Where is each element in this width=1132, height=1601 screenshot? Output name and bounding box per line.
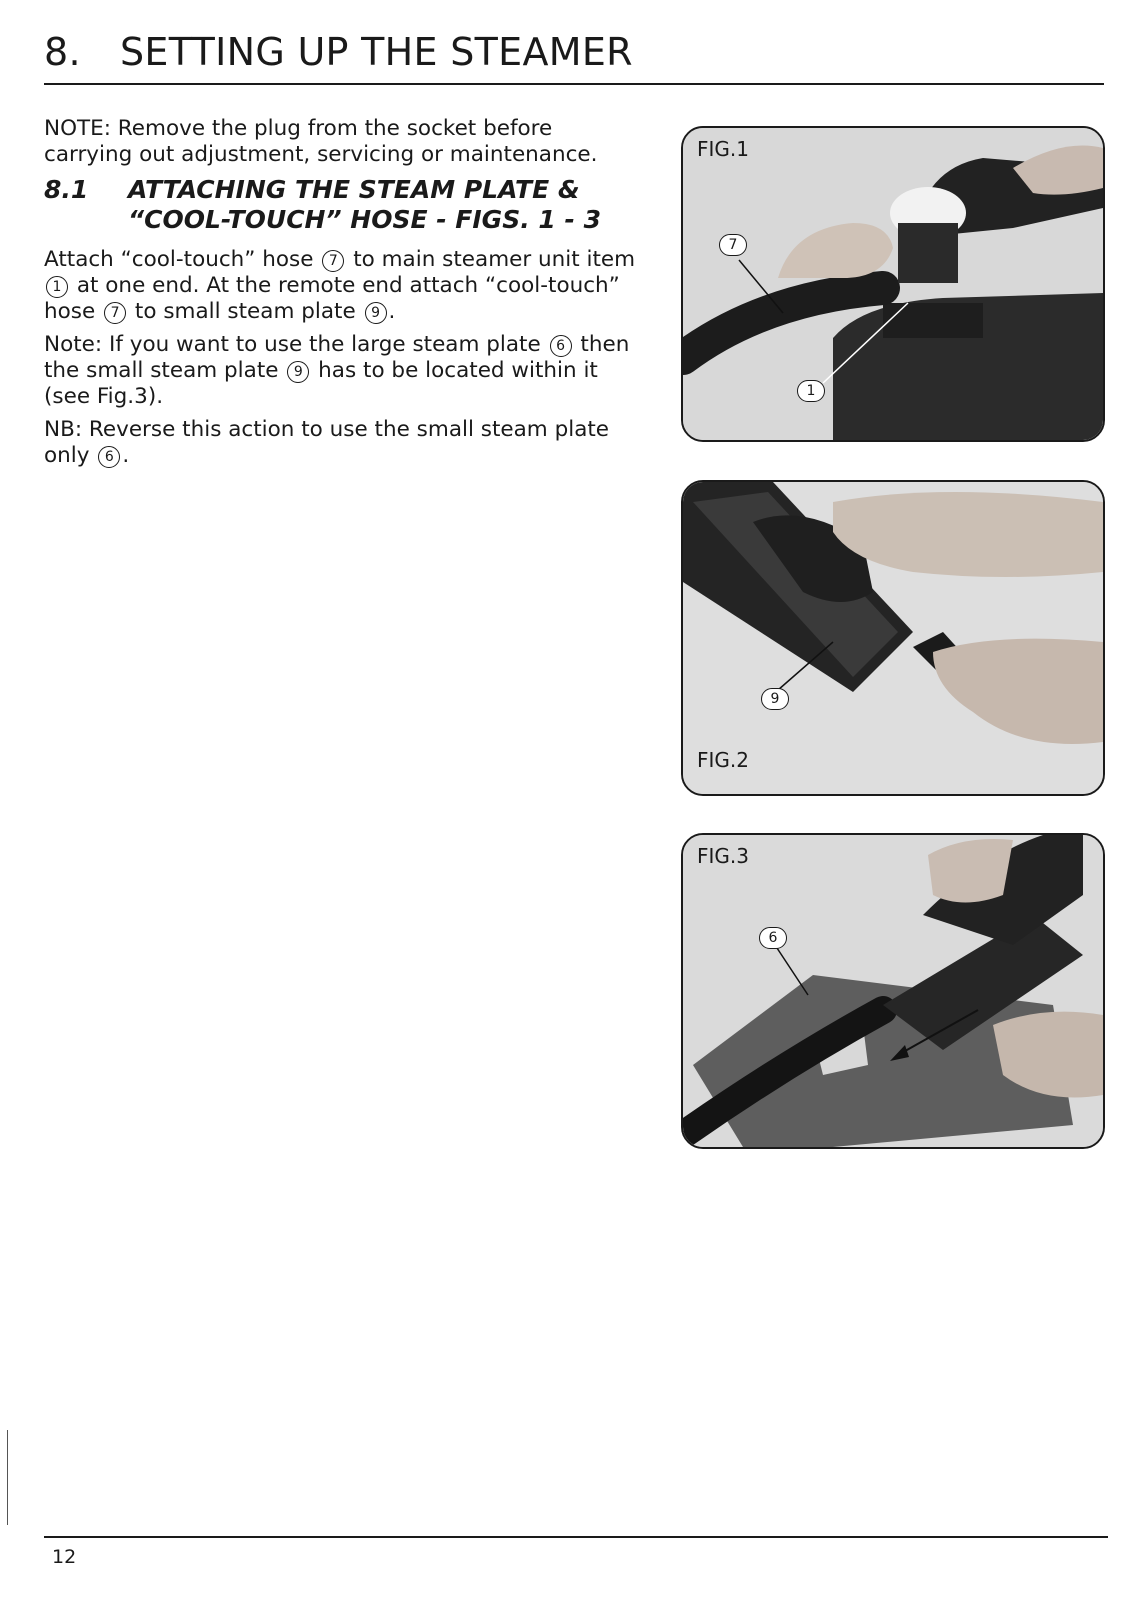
figure-1-illustration <box>683 128 1103 440</box>
callout-ref: 1 <box>46 276 68 298</box>
figure-3-illustration <box>683 835 1103 1147</box>
callout-ref: 7 <box>104 302 126 324</box>
reverse-note <box>44 417 644 469</box>
figure-2 <box>681 480 1105 796</box>
safety-note: NOTE: Remove the plug from the socket before carrying out adjustment, servicing or maintenance. <box>44 116 598 167</box>
callout-ref: 7 <box>322 250 344 272</box>
top-rule <box>44 83 1104 85</box>
figure-1-callout-unit: 1 <box>797 380 825 402</box>
figure-1-callout-hose: 7 <box>719 234 747 256</box>
figure-3 <box>681 833 1105 1149</box>
callout-ref: 9 <box>287 361 309 383</box>
instruction-paragraph <box>44 247 644 325</box>
section-heading <box>44 30 1104 74</box>
section-title: SETTING UP THE STEAMER <box>120 30 633 74</box>
margin-mark <box>7 1430 8 1525</box>
text-run: to small steam plate <box>134 299 356 324</box>
bottom-rule <box>44 1536 1108 1538</box>
text-column <box>44 116 644 476</box>
section-number: 8. <box>44 30 81 74</box>
text-run: then the small steam plate <box>44 332 630 383</box>
large-plate-note <box>44 332 644 410</box>
subsection-title-line2: “COOL-TOUCH” HOSE - FIGS. 1 - 3 <box>128 205 601 234</box>
callout-ref: 9 <box>365 302 387 324</box>
text-run: Note: If you want to use the large steam plate <box>44 332 541 357</box>
page-number: 12 <box>52 1546 77 1568</box>
subsection-title <box>128 175 601 235</box>
text-run: Attach “cool-touch” hose <box>44 247 314 272</box>
callout-ref: 6 <box>550 335 572 357</box>
figure-3-callout-large-plate: 6 <box>759 927 787 949</box>
subsection-title-line1: ATTACHING THE STEAM PLATE & <box>128 175 580 204</box>
text-run: . <box>388 299 396 324</box>
figure-1-label: FIG.1 <box>697 137 749 161</box>
subsection-heading <box>44 175 644 235</box>
figure-2-label: FIG.2 <box>697 748 749 772</box>
figure-1 <box>681 126 1105 442</box>
subsection-number: 8.1 <box>44 175 89 204</box>
figure-3-label: FIG.3 <box>697 844 749 868</box>
text-run: NB: Reverse this action to use the small steam plate only <box>44 417 610 468</box>
text-run: . <box>122 443 130 468</box>
callout-ref: 6 <box>98 446 120 468</box>
text-run: at one end. At the remote end attach “cool-touch” hose <box>44 273 620 324</box>
text-run: has to be located within it (see Fig.3). <box>44 358 598 409</box>
text-run: to main steamer unit item <box>353 247 636 272</box>
figure-2-callout-plate: 9 <box>761 688 789 710</box>
